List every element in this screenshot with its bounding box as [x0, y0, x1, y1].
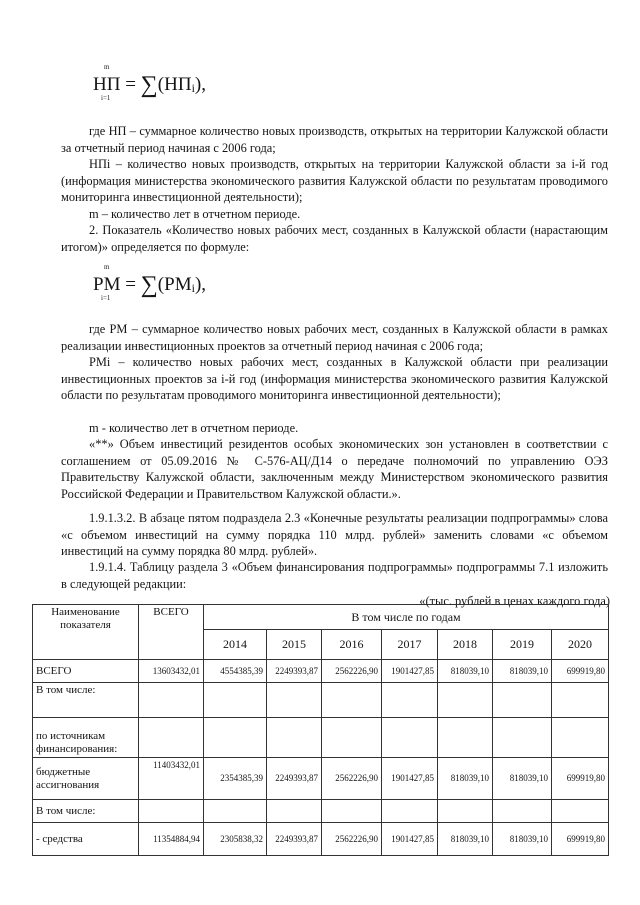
paragraph-1-9-1-4: 1.9.1.4. Таблицу раздела 3 «Объем финансирования подпрограммы» подпрограммы 7.1 изложить в следующей редакции: — [61, 560, 608, 591]
formula-rm-rhs-index: i — [191, 281, 195, 295]
cell-value: 1901427,85 — [382, 758, 438, 800]
row-label: В том числе: — [33, 800, 139, 823]
cell-value: 11354884,94 — [139, 823, 204, 856]
paragraph-rm-definition: где РМ – суммарное количество новых рабочих мест, созданных в Калужской области в рамках реализации инвестиционных проектов за отчетный период начиная с 2006 года; — [61, 322, 608, 353]
formula-np-upper-limit: m — [104, 63, 110, 71]
header-year: 2014 — [204, 630, 267, 660]
table-row — [33, 800, 609, 823]
header-year: 2017 — [382, 630, 438, 660]
row-label: по источникам финансирования: — [33, 718, 139, 758]
header-indicator-name: Наименование показателя — [33, 605, 139, 660]
cell-value: 2562226,90 — [322, 823, 382, 856]
cell-value: 4554385,39 — [204, 660, 267, 683]
cell-value: 2305838,32 — [204, 823, 267, 856]
cell-value: 818039,10 — [438, 758, 493, 800]
financing-table — [32, 604, 609, 856]
cell-value: 699919,80 — [552, 758, 609, 800]
row-label: бюджетные ассигнования — [33, 758, 139, 800]
formula-rm-lhs: РМ — [93, 274, 121, 295]
paragraph-npi-definition: НПi – количество новых производств, открытых на территории Калужской области за i-й год (информация министерства экономического развития Калужской области по результатам проводимого мониторинга инвестиционной деятельности); — [61, 157, 608, 205]
formula-np-rhs-close: ), — [194, 74, 206, 95]
cell-value: 818039,10 — [438, 823, 493, 856]
row-label: В том числе: — [33, 683, 139, 718]
paragraph-m-definition-1: m – количество лет в отчетном периоде. — [89, 207, 301, 221]
header-year: 2015 — [267, 630, 322, 660]
cell-value: 1901427,85 — [382, 823, 438, 856]
formula-np-rhs-index: i — [191, 81, 195, 95]
table-row — [33, 718, 609, 758]
formula-rm-sum-sign: ∑ — [140, 272, 158, 298]
header-year: 2019 — [493, 630, 552, 660]
paragraph-rmi-definition: РМi – количество новых рабочих мест, созданных в Калужской области при реализации инвестиционных проектов за i-й год (информация министерства экономического развития Калужской области по результатам проводимого мониторинга инвестиционной деятельности); — [61, 355, 608, 403]
cell-value: 2249393,87 — [267, 660, 322, 683]
cell-value: 818039,10 — [438, 660, 493, 683]
formula-np-sum-sign: ∑ — [140, 72, 158, 98]
cell-value: 13603432,01 — [139, 660, 204, 683]
paragraph-1-9-1-3-2: 1.9.1.3.2. В абзаце пятом подраздела 2.3 «Конечные результаты реализации подпрограммы» слова «с объемом инвестиций на сумму порядка 110 млрд. рублей» заменить словами «с объемом инвестиций на сумму порядка 80 млрд. рублей». — [61, 511, 608, 559]
header-year: 2020 — [552, 630, 609, 660]
header-total: ВСЕГО — [139, 605, 204, 660]
paragraph-indicator-2: 2. Показатель «Количество новых рабочих мест, созданных в Калужской области (нарастающим итогом)» определяется по формуле: — [61, 223, 608, 254]
table-row — [33, 683, 609, 718]
formula-np-lhs: НП — [93, 74, 121, 95]
formula-rm-upper-limit: m — [104, 263, 110, 271]
cell-value: 699919,80 — [552, 660, 609, 683]
formula-np-rhs: (НП — [157, 74, 192, 95]
formula-np: m НП i=1 = ∑(НПi), — [93, 63, 206, 102]
formula-rm-lower-limit: i=1 — [101, 294, 111, 302]
table-row — [33, 823, 609, 856]
paragraph-footnote: «**» Объем инвестиций резидентов особых экономических зон установлен в соответствии с соглашением от 05.09.2016 № С-576-АЦ/Д14 о передаче полномочий по управлению ОЭЗ Правительству Калужской области, заключенным между Министерством экономического развития Российской Федерации и Правительством Калужской области.». — [61, 437, 608, 501]
header-by-years: В том числе по годам — [204, 605, 609, 630]
row-label: ВСЕГО — [33, 660, 139, 683]
formula-rm-rhs: (РМ — [157, 274, 192, 295]
cell-value: 699919,80 — [552, 823, 609, 856]
paragraph-np-definition: где НП – суммарное количество новых производств, открытых на территории Калужской области за отчетный период начиная с 2006 года; — [61, 124, 608, 155]
cell-value: 1901427,85 — [382, 660, 438, 683]
cell-value: 818039,10 — [493, 758, 552, 800]
formula-rm-rhs-close: ), — [194, 274, 207, 295]
table-units-note: «(тыс. рублей в ценах каждого года) — [419, 594, 610, 608]
cell-value: 2354385,39 — [204, 758, 267, 800]
table-row — [33, 660, 609, 683]
cell-value: 818039,10 — [493, 660, 552, 683]
cell-value: 2562226,90 — [322, 758, 382, 800]
header-year: 2018 — [438, 630, 493, 660]
formula-rm: m РМ i=1 = ∑(РМi), — [93, 263, 207, 302]
cell-value: 818039,10 — [493, 823, 552, 856]
cell-value: 11403432,01 — [139, 758, 204, 800]
table-row — [33, 758, 609, 800]
header-year: 2016 — [322, 630, 382, 660]
cell-value: 2249393,87 — [267, 823, 322, 856]
row-label: - средства — [33, 823, 139, 856]
formula-np-lower-limit: i=1 — [101, 94, 111, 102]
cell-value: 2249393,87 — [267, 758, 322, 800]
cell-value: 2562226,90 — [322, 660, 382, 683]
paragraph-m-definition-2: m - количество лет в отчетном периоде. — [89, 421, 299, 435]
